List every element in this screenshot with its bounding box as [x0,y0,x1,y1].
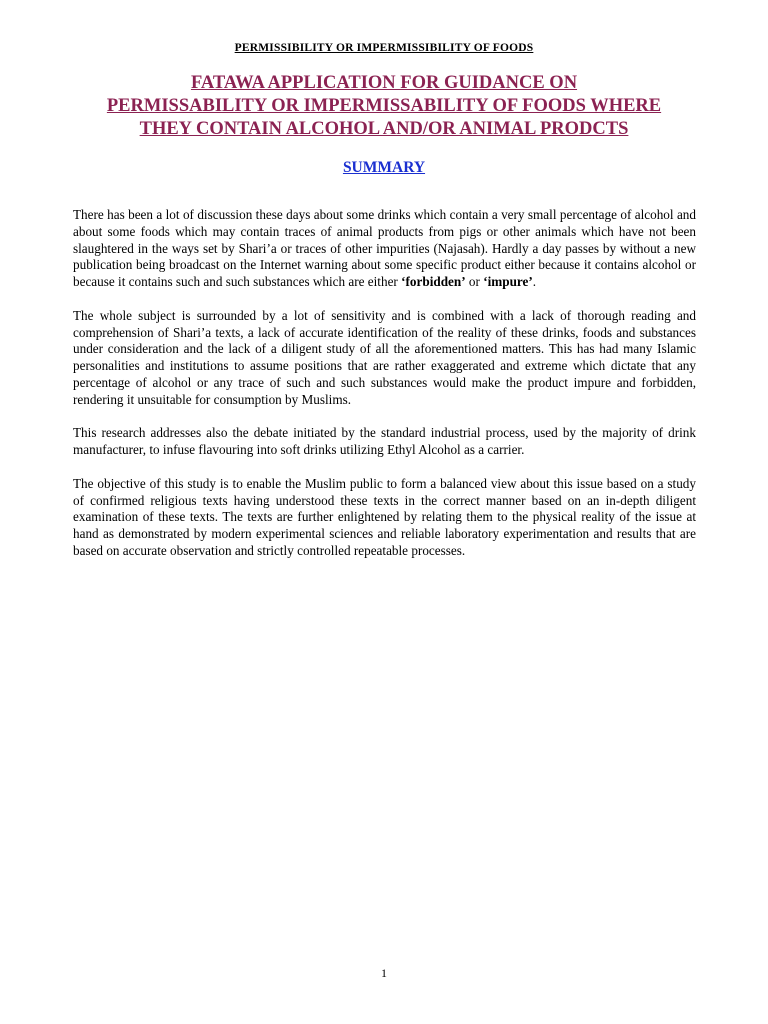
term-impure: ‘impure’ [483,274,533,290]
title-line-1: FATAWA APPLICATION FOR GUIDANCE ON [190,73,578,93]
paragraph-2: The whole subject is surrounded by a lot of sensitivity and is combined with a lack of thorough reading and comprehension of Shari’a texts, a lack of accurate identification of the reality of these drinks, foods and substances under consideration and the lack of a diligent study of all the aforementioned matters. This has had many Islamic personalities and institutions to assume positions that are rather exaggerated and extreme which dictate that any percentage of alcohol or any trace of such and such substances would make the product impure and forbidden, rendering it unsuitable for consumption by Muslims. [73,307,696,407]
document-title [60,72,708,141]
page-number: 1 [381,966,387,980]
summary-heading: SUMMARY [342,159,426,176]
running-header: PERMISSIBILITY OR IMPERMISSIBILITY OF FOODS [234,42,534,54]
paragraph-1-text: There has been a lot of discussion these days about some drinks which contain a very small percentage of alcohol and about some foods which may contain traces of animal products from pigs or other animals which have not been slaughtered in the ways set by Shari’a or traces of other impurities (Najasah). Hardly a day passes by without a new publication being broadcast on the Internet warning about some specific product either because it contains alcohol or because it contains such and such substances which are either [73,207,696,290]
body-text [73,207,696,577]
paragraph-3: This research addresses also the debate initiated by the standard industrial process, used by the majority of drink manufacturer, to infuse flavouring into soft drinks utilizing Ethyl Alcohol as a carrier. [73,425,696,458]
title-line-3: THEY CONTAIN ALCOHOL AND/OR ANIMAL PRODCTS [139,119,629,139]
paragraph-4: The objective of this study is to enable the Muslim public to form a balanced view about this issue based on a study of confirmed religious texts having understood these texts in the correct manner based on an in-depth diligent examination of these texts. The texts are further enlightened by relating them to the physical reality of the issue at hand as demonstrated by modern experimental sciences and reliable laboratory experimentation and results that are based on accurate observation and strictly controlled repeatable processes. [73,475,696,558]
term-forbidden: ‘forbidden’ [401,274,466,290]
paragraph-1-end: . [532,274,537,290]
paragraph-1-connector: or [465,274,484,290]
title-line-2: PERMISSABILITY OR IMPERMISSABILITY OF FOODS WHERE [106,96,662,116]
paragraph-1 [73,207,696,291]
